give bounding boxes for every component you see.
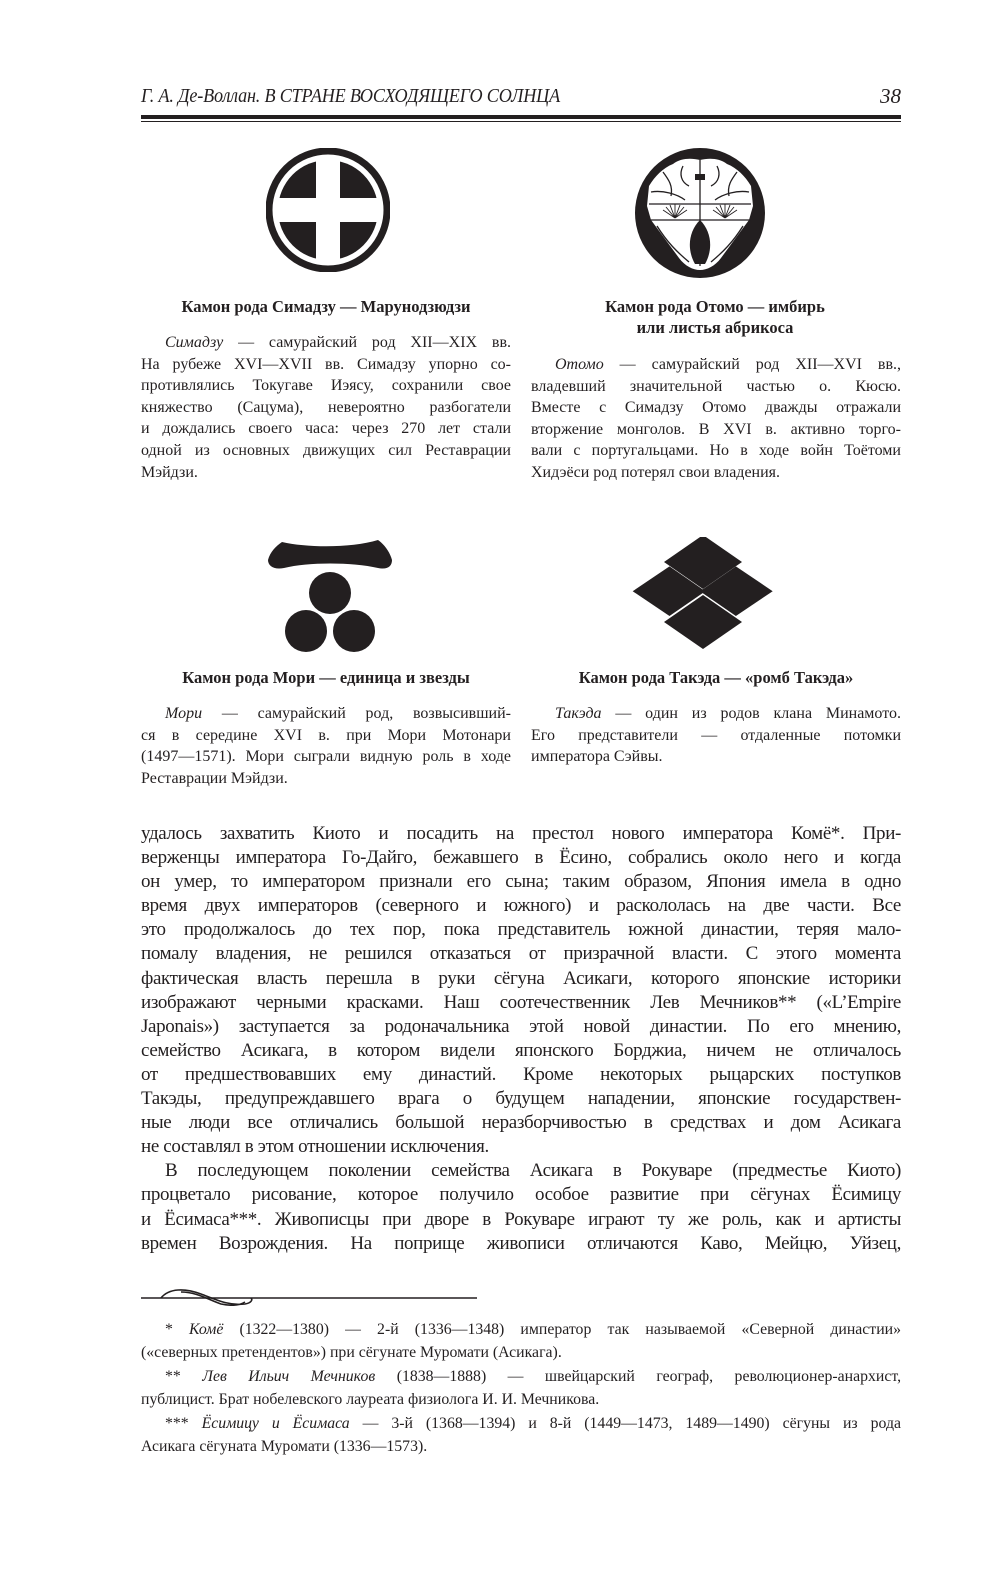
emblem-caption-shimazu bbox=[141, 296, 511, 317]
paragraph-1: удалось захватить Киото и посадить на престол нового императора Комё*. При- верженцы императора Го-Дайго, бежавшего в Ёсино, собрались около него и когда он умер, то императором признали его сына; таким образом, Япония имела в одно время двух императоров (северного и южного) и раскололась на две части. Все это продолжалось до тех пор, пока представитель южной династии, теряя мало- помалу владения, не решился отказаться от призрачной власти. С этого момента фактическая власть перешла в руки сёгуна Асикаги, которого японские историки изображают черными красками. Наш соотечественник Лев Мечников** («L’Empire Japonais») заступается за родоначальника этой новой династии. По его мнению, семейство Асикага, в котором видели японского Борджиа, ничем не отличалось от предшествовавших ему династий. Кроме некоторых рыцарских поступков Такэды, предупреждавшего врага о будущем нападении, японские государствен- ные люди все отличались большой неразборчивостью в средствах и дом Асикага не составлял в этом отношении исключения. bbox=[141, 823, 901, 1158]
emblem-caption-mori bbox=[141, 667, 511, 688]
emblem-description-mori: Мори — самурайский род, возвысивший- ся в середине XVI в. при Мори Мотонари (1497—1571). Мори сыграли видную роль в ходе Реставрации Мэйдзи. bbox=[141, 705, 512, 787]
emblem-description-shimazu: Симадзу — самурайский род XII—XIX вв. На рубеже XVI—XVII вв. Симадзу упорно со- противлялись Токугаве Иэясу, сохранили свое княжество (Сацума), невероятно разбогатели и дождались своего часа: через 270 лет стали одной из основных движущих сил Реставрации Мэйдзи. bbox=[141, 334, 512, 481]
footnote-term: Лев Ильич Мечников bbox=[202, 1368, 376, 1385]
otomo-ginger-leaves-icon bbox=[633, 146, 767, 280]
header-rule-thin bbox=[141, 121, 901, 122]
caption-line: Камон рода Такэда — «ромб Такэда» bbox=[578, 668, 854, 687]
footnote: ** Лев Ильич Мечников (1838—1888) — швейцарский географ, революционер-анархист, публицист. Брат нобелевского лауреата физиолога И. И. Мечникова. bbox=[141, 1368, 902, 1408]
takeda-diamond-icon bbox=[630, 537, 776, 649]
mori-one-and-three-stars-icon bbox=[268, 534, 392, 652]
footnotes bbox=[141, 1319, 901, 1458]
footnote-marker: *** bbox=[165, 1415, 189, 1432]
emblem-description-otomo: Отомо — самурайский род XII—XVI вв., владевший значительной частью о. Кюсю. Вместе с Симадзу Отомо дважды отражали вторжение монголов. В XVI в. активно торго- вали с португальцами. Но в ходе войн Тоётоми Хидэёси род потерял свои владения. bbox=[531, 356, 902, 481]
running-title: Г. А. Де-Воллан. В СТРАНЕ ВОСХОДЯЩЕГО СОЛНЦА bbox=[141, 86, 560, 107]
caption-line: или листья абрикоса bbox=[636, 318, 794, 337]
paragraph-2: В последующем поколении семейства Асикага в Рокуваре (предместье Киото) процветало рисование, которое получило особое развитие при сёгунах Ёсимицу и Ёсимаса***. Живописцы при дворе в Рокуваре играют ту же роль, как и артисты времен Возрождения. На поприще живописи отличаются Каво, Мейцю, Уйзец, bbox=[141, 1160, 901, 1254]
footnote-marker: * bbox=[165, 1321, 173, 1338]
term: Мори bbox=[165, 705, 203, 722]
emblem-caption-otomo bbox=[530, 296, 900, 338]
caption-line: Камон рода Симадзу — Марунодзюдзи bbox=[181, 297, 471, 316]
shimazu-cross-in-circle-icon bbox=[266, 148, 390, 272]
body-text bbox=[141, 822, 901, 1256]
footnote: * Комё (1322—1380) — 2-й (1336—1348) император так называемой «Северной династии» («северных претендентов») при сёгунате Муромати (Асикага). bbox=[141, 1321, 902, 1361]
caption-line: Камон рода Мори — единица и звезды bbox=[182, 668, 470, 687]
emblem-description-takeda: Такэда — один из родов клана Минамото. Его представители — отдаленные потомки императора Сэйвы. bbox=[531, 705, 901, 766]
header-rule-thick bbox=[141, 115, 901, 119]
footnote: *** Ёсимицу и Ёсимаса — 3-й (1368—1394) и 8-й (1449—1473, 1489—1490) сёгуны из рода Асикага сёгуната Муромати (1336—1573). bbox=[141, 1415, 901, 1455]
term: Такэда bbox=[555, 705, 602, 722]
emblem-caption-takeda bbox=[530, 667, 902, 688]
footnote-separator-ornament bbox=[141, 1286, 477, 1306]
term: Симадзу bbox=[165, 334, 224, 351]
page-number: 38 bbox=[880, 84, 901, 108]
running-header bbox=[141, 84, 901, 112]
term: Отомо bbox=[555, 356, 604, 373]
caption-line: Камон рода Отомо — имбирь bbox=[605, 297, 825, 316]
footnote-term: Ёсимицу и Ёсимаса bbox=[201, 1415, 350, 1432]
footnote-marker: ** bbox=[165, 1368, 181, 1385]
footnote-term: Комё bbox=[189, 1321, 224, 1338]
